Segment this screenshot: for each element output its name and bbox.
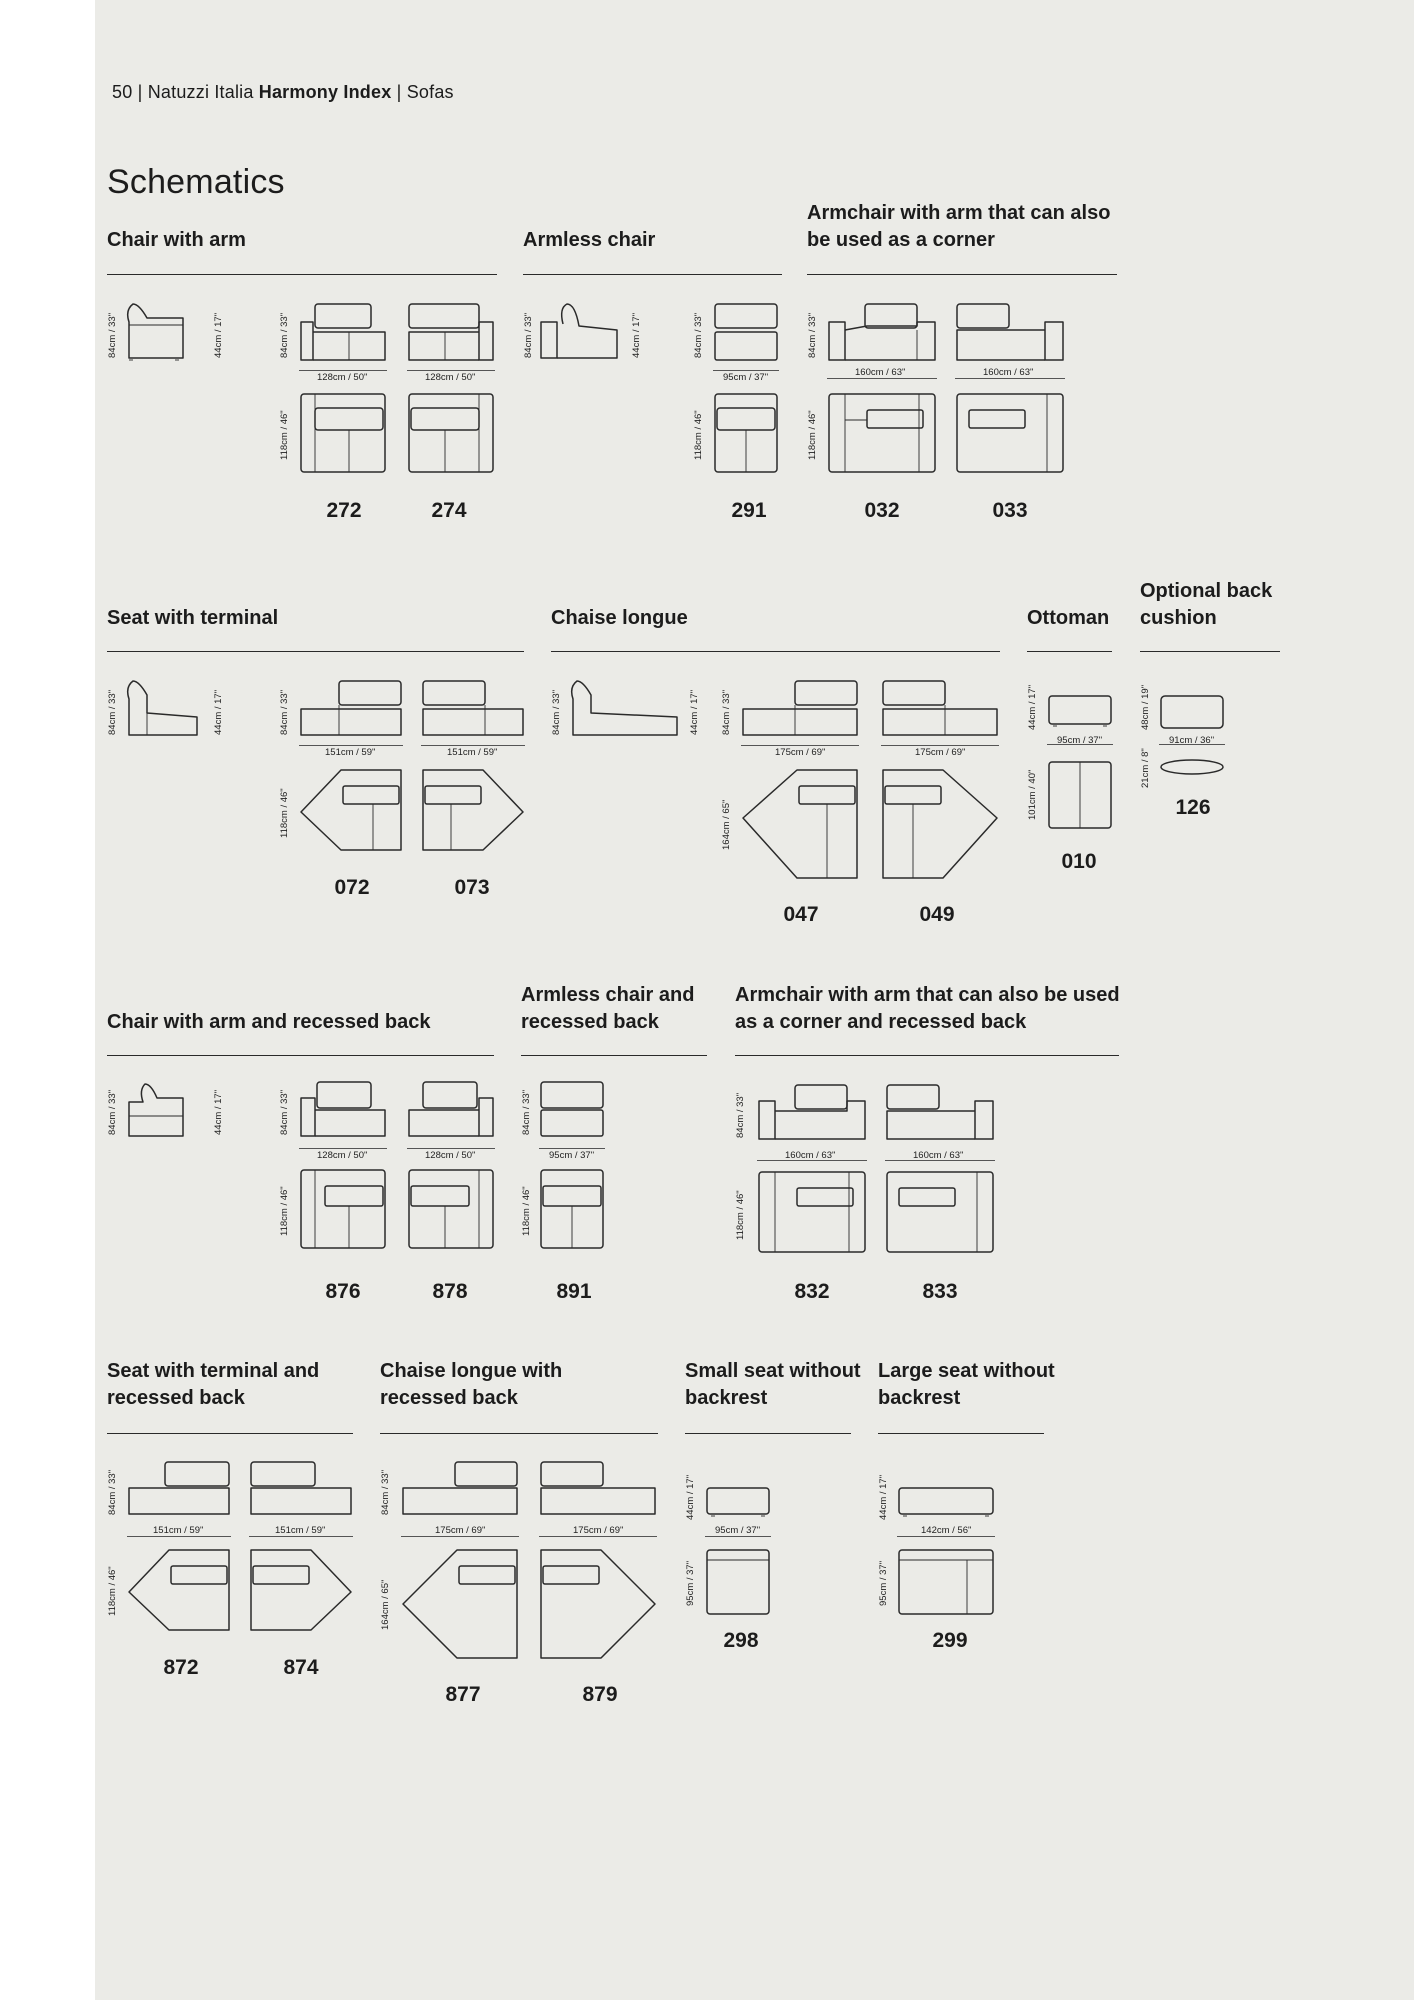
front-view-drawing	[299, 679, 403, 739]
dimension-label: 84cm / 33"	[380, 1469, 391, 1515]
dimension-label: 44cm / 17"	[878, 1474, 889, 1520]
dimension-line	[713, 370, 779, 371]
dimension-label: 118cm / 46"	[693, 410, 704, 460]
dimension-label: 128cm / 50"	[425, 1150, 476, 1161]
section-title-chair-recessed: Chair with arm and recessed back	[107, 1011, 431, 1033]
dimension-label: 84cm / 33"	[523, 312, 534, 358]
dimension-label: 118cm / 46"	[279, 1186, 290, 1236]
front-view-drawing	[421, 679, 525, 739]
front-view-drawing	[881, 679, 999, 739]
dimension-label: 91cm / 36"	[1169, 735, 1215, 746]
section-title-small-seat: Small seat without backrest	[685, 1360, 861, 1409]
dimension-label: 151cm / 59"	[447, 747, 498, 758]
model-code: 126	[1175, 796, 1211, 819]
front-view-drawing	[741, 679, 859, 739]
side-profile-drawing	[123, 677, 199, 739]
plan-view-drawing	[881, 768, 999, 880]
section-rule	[878, 1433, 1044, 1434]
section-rule	[551, 651, 1000, 652]
section-rule	[735, 1055, 1119, 1056]
section-title-large-seat: Large seat without backrest	[878, 1360, 1055, 1409]
model-code: 876	[325, 1280, 361, 1303]
dimension-line	[897, 1536, 995, 1537]
cushion-plan-drawing	[1159, 758, 1225, 776]
dimension-line	[299, 1148, 387, 1149]
dimension-label: 44cm / 17"	[631, 312, 642, 358]
plan-view-drawing	[705, 1548, 771, 1616]
dimension-line	[539, 1536, 657, 1537]
model-code: 891	[556, 1280, 592, 1303]
front-view-drawing	[407, 1080, 495, 1140]
dimension-label: 151cm / 59"	[325, 747, 376, 758]
dimension-line	[827, 378, 937, 379]
plan-view-drawing	[539, 1168, 605, 1250]
dimension-label: 84cm / 33"	[521, 1089, 532, 1135]
dimension-label: 44cm / 17"	[213, 689, 224, 735]
dimension-label: 84cm / 33"	[107, 689, 118, 735]
dimension-line	[705, 1536, 771, 1537]
model-code: 879	[582, 1683, 618, 1706]
category-name: Sofas	[406, 82, 454, 102]
dimension-label: 160cm / 63"	[855, 367, 906, 378]
dimension-line	[127, 1536, 231, 1537]
model-code: 032	[864, 499, 900, 522]
section-title-armless-recessed: Armless chair and recessed back	[521, 984, 695, 1033]
side-profile-drawing	[539, 300, 619, 362]
section-title-armchair-corner: Armchair with arm that can also be used as a corner	[807, 202, 1111, 251]
front-view-drawing	[407, 302, 495, 362]
dimension-label: 164cm / 65"	[721, 799, 732, 850]
model-code: 010	[1061, 850, 1097, 873]
dimension-label: 95cm / 37"	[715, 1525, 761, 1536]
section-rule	[380, 1433, 658, 1434]
header-separator: |	[137, 82, 143, 102]
dimension-label: 84cm / 33"	[551, 689, 562, 735]
running-header	[112, 82, 454, 103]
side-profile-drawing	[567, 677, 681, 739]
front-view-drawing	[897, 1486, 995, 1520]
section-rule	[807, 274, 1117, 275]
dimension-label: 44cm / 17"	[685, 1474, 696, 1520]
dimension-line	[421, 745, 525, 746]
dimension-label: 84cm / 33"	[735, 1092, 746, 1138]
front-view-drawing	[705, 1486, 771, 1520]
section-rule	[107, 1433, 353, 1434]
model-code: 049	[919, 903, 955, 926]
catalog-page	[95, 0, 1414, 2000]
cushion-front-drawing	[1159, 694, 1225, 730]
section-title-chaise-longue: Chaise longue	[551, 607, 688, 629]
header-separator: |	[396, 82, 402, 102]
dimension-label: 95cm / 37"	[878, 1560, 889, 1606]
side-profile-drawing	[123, 1080, 187, 1142]
dimension-label: 95cm / 37"	[685, 1560, 696, 1606]
dimension-label: 84cm / 33"	[693, 312, 704, 358]
dimension-line	[407, 370, 495, 371]
dimension-label: 151cm / 59"	[275, 1525, 326, 1536]
front-view-drawing	[539, 1460, 657, 1518]
dimension-label: 175cm / 69"	[435, 1525, 486, 1536]
dimension-label: 84cm / 33"	[279, 689, 290, 735]
model-code: 298	[723, 1629, 759, 1652]
dimension-label: 48cm / 19"	[1140, 684, 1151, 730]
front-view-drawing	[827, 302, 937, 362]
model-code: 833	[922, 1280, 958, 1303]
section-rule	[521, 1055, 707, 1056]
plan-view-drawing	[885, 1170, 995, 1254]
dimension-label: 164cm / 65"	[380, 1579, 391, 1630]
section-rule	[107, 651, 524, 652]
dimension-label: 44cm / 17"	[689, 689, 700, 735]
dimension-label: 84cm / 33"	[107, 312, 118, 358]
dimension-line	[881, 745, 999, 746]
front-view-drawing	[955, 302, 1065, 362]
dimension-line	[741, 745, 859, 746]
front-view-drawing	[539, 1080, 605, 1140]
dimension-label: 128cm / 50"	[317, 1150, 368, 1161]
model-code: 033	[992, 499, 1028, 522]
section-rule	[107, 274, 497, 275]
dimension-label: 84cm / 33"	[279, 312, 290, 358]
front-view-drawing	[401, 1460, 519, 1518]
dimension-line	[249, 1536, 353, 1537]
brand-name: Natuzzi Italia	[147, 82, 254, 102]
section-title-chaise-recessed: Chaise longue with recessed back	[380, 1360, 563, 1409]
model-code: 872	[163, 1656, 199, 1679]
dimension-label: 118cm / 46"	[807, 410, 818, 460]
dimension-label: 84cm / 33"	[107, 1469, 118, 1515]
plan-view-drawing	[539, 1548, 657, 1660]
dimension-line	[401, 1536, 519, 1537]
plan-view-drawing	[299, 768, 403, 852]
front-view-drawing	[885, 1083, 995, 1143]
plan-view-drawing	[827, 392, 937, 474]
dimension-label: 84cm / 33"	[721, 689, 732, 735]
dimension-label: 95cm / 37"	[723, 372, 769, 383]
front-view-drawing	[1047, 694, 1113, 730]
dimension-label: 95cm / 37"	[549, 1150, 595, 1161]
section-rule	[1027, 651, 1112, 652]
plan-view-drawing	[299, 1168, 387, 1250]
front-view-drawing	[249, 1460, 353, 1518]
section-rule	[523, 274, 782, 275]
model-code: 047	[783, 903, 819, 926]
model-code: 274	[431, 499, 467, 522]
plan-view-drawing	[955, 392, 1065, 474]
dimension-label: 118cm / 46"	[735, 1190, 746, 1240]
dimension-label: 118cm / 46"	[279, 788, 290, 838]
section-title-terminal-recessed: Seat with terminal and recessed back	[107, 1360, 320, 1409]
plan-view-drawing	[249, 1548, 353, 1632]
dimension-line	[299, 745, 403, 746]
plan-view-drawing	[407, 1168, 495, 1250]
plan-view-drawing	[407, 392, 495, 474]
dimension-label: 151cm / 59"	[153, 1525, 204, 1536]
model-code: 299	[932, 1629, 968, 1652]
dimension-label: 142cm / 56"	[921, 1525, 972, 1536]
dimension-label: 160cm / 63"	[983, 367, 1034, 378]
section-title-back-cushion: Optional back cushion	[1140, 580, 1273, 629]
plan-view-drawing	[713, 392, 779, 474]
dimension-label: 101cm / 40"	[1027, 769, 1038, 820]
model-code: 073	[454, 876, 490, 899]
model-code: 874	[283, 1656, 319, 1679]
dimension-label: 160cm / 63"	[913, 1150, 964, 1161]
model-code: 272	[326, 499, 362, 522]
section-rule	[107, 1055, 494, 1056]
section-title-armchair-corner-recessed: Armchair with arm that can also be used as a corner and recessed back	[735, 984, 1120, 1033]
dimension-label: 118cm / 46"	[107, 1566, 118, 1616]
dimension-label: 21cm / 8"	[1140, 748, 1151, 788]
section-rule	[1140, 651, 1280, 652]
dimension-label: 160cm / 63"	[785, 1150, 836, 1161]
side-profile-drawing	[123, 300, 183, 362]
plan-view-drawing	[1047, 760, 1113, 830]
dimension-label: 84cm / 33"	[807, 312, 818, 358]
dimension-label: 44cm / 17"	[213, 312, 224, 358]
model-code: 877	[445, 1683, 481, 1706]
section-title-chair-with-arm: Chair with arm	[107, 229, 246, 251]
section-title-seat-with-terminal: Seat with terminal	[107, 607, 279, 629]
dimension-line	[539, 1148, 605, 1149]
front-view-drawing	[757, 1083, 867, 1143]
model-code: 291	[731, 499, 767, 522]
dimension-label: 175cm / 69"	[573, 1525, 624, 1536]
front-view-drawing	[713, 302, 779, 362]
dimension-label: 175cm / 69"	[775, 747, 826, 758]
plan-view-drawing	[401, 1548, 519, 1660]
page-title: Schematics	[107, 163, 285, 201]
model-code: 878	[432, 1280, 468, 1303]
dimension-label: 118cm / 46"	[521, 1186, 532, 1236]
page-number: 50	[112, 82, 133, 102]
front-view-drawing	[299, 302, 387, 362]
dimension-label: 44cm / 17"	[1027, 684, 1038, 730]
model-code: 072	[334, 876, 370, 899]
dimension-label: 95cm / 37"	[1057, 735, 1103, 746]
dimension-line	[955, 378, 1065, 379]
section-title-armless-chair: Armless chair	[523, 229, 656, 251]
dimension-label: 44cm / 17"	[213, 1089, 224, 1135]
plan-view-drawing	[897, 1548, 995, 1616]
section-title-ottoman: Ottoman	[1027, 607, 1110, 629]
model-code: 832	[794, 1280, 830, 1303]
plan-view-drawing	[757, 1170, 867, 1254]
dimension-label: 84cm / 33"	[107, 1089, 118, 1135]
dimension-label: 175cm / 69"	[915, 747, 966, 758]
plan-view-drawing	[127, 1548, 231, 1632]
plan-view-drawing	[741, 768, 859, 880]
dimension-line	[299, 370, 387, 371]
dimension-line	[407, 1148, 495, 1149]
front-view-drawing	[299, 1080, 387, 1140]
dimension-label: 128cm / 50"	[425, 372, 476, 383]
plan-view-drawing	[299, 392, 387, 474]
dimension-label: 128cm / 50"	[317, 372, 368, 383]
dimension-label: 84cm / 33"	[279, 1089, 290, 1135]
front-view-drawing	[127, 1460, 231, 1518]
plan-view-drawing	[421, 768, 525, 852]
collection-name: Harmony Index	[258, 82, 392, 102]
section-rule	[685, 1433, 851, 1434]
dimension-label: 118cm / 46"	[279, 410, 290, 460]
